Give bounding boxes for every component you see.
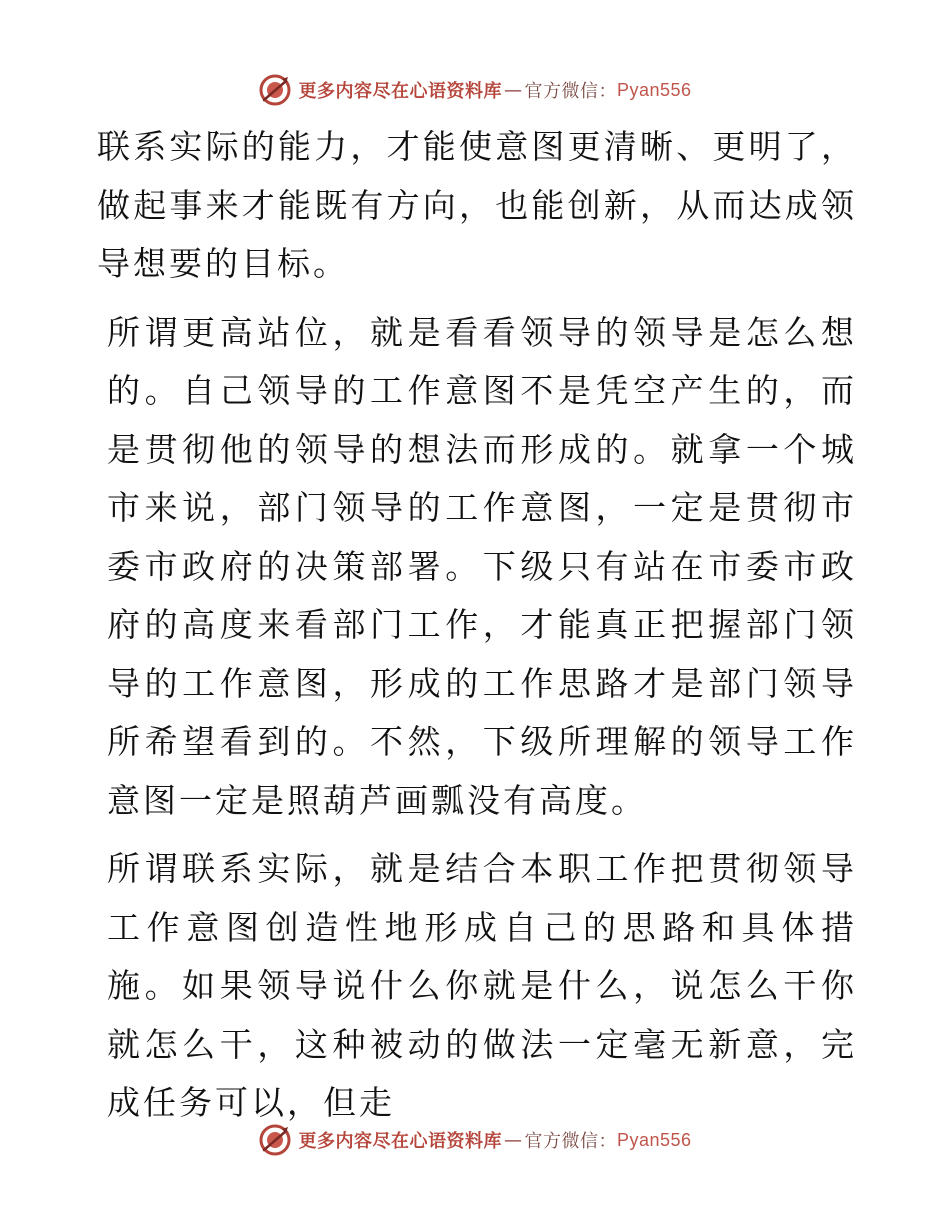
watermark-text bbox=[298, 77, 691, 103]
paragraph-1: 联系实际的能力，才能使意图更清晰、更明了，做起事来才能既有方向，也能创新，从而达成领导想要的目标。 bbox=[97, 127, 857, 283]
footer-watermark bbox=[0, 1120, 950, 1160]
brand-logo-icon bbox=[258, 1123, 292, 1157]
document-body bbox=[97, 118, 857, 1133]
brand-logo-icon bbox=[258, 73, 292, 107]
paragraph-3: 所谓联系实际，就是结合本职工作把贯彻领导工作意图创造性地形成自己的思路和具体措施。如果领导说什么你就是什么，说怎么干你就怎么干，这种被动的做法一定毫无新意，完成任务可以，但走 bbox=[107, 849, 857, 1122]
watermark-dash: — bbox=[503, 1129, 523, 1151]
watermark-dash: — bbox=[503, 79, 523, 101]
watermark-wechat-id: Pyan556 bbox=[616, 1129, 692, 1150]
watermark-official-label: 官方微信： bbox=[524, 1131, 617, 1152]
watermark-official-label: 官方微信： bbox=[524, 81, 617, 102]
watermark-main-text: 更多内容尽在心语资料库 bbox=[298, 1131, 502, 1152]
watermark-main-text: 更多内容尽在心语资料库 bbox=[298, 81, 502, 102]
watermark-wechat-id: Pyan556 bbox=[616, 79, 692, 100]
paragraph-2: 所谓更高站位，就是看看领导的领导是怎么想的。自己领导的工作意图不是凭空产生的，而是贯彻他的领导的想法而形成的。就拿一个城市来说，部门领导的工作意图，一定是贯彻市委市政府的决策部署。下级只有站在市委市政府的高度来看部门工作，才能真正把握部门领导的工作意图，形成的工作思路才是部门领导所希望看到的。不然，下级所理解的领导工作意图一定是照葫芦画瓢没有高度。 bbox=[107, 312, 857, 820]
header-watermark bbox=[0, 70, 950, 110]
watermark-text bbox=[298, 1127, 691, 1153]
